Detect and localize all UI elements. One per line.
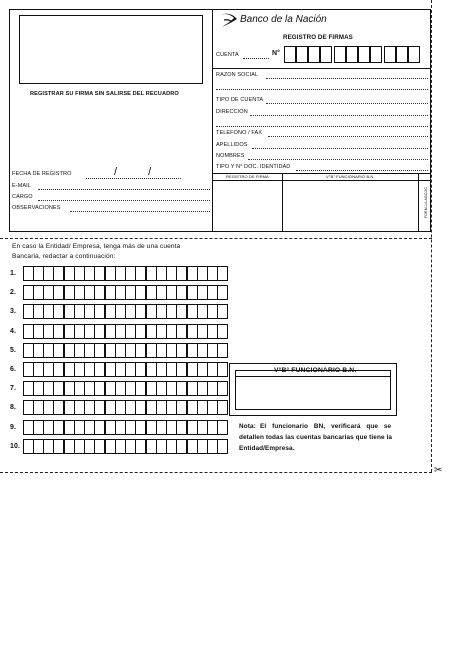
account-digit-box[interactable] [176,324,187,339]
nombres-label: NOMBRES [216,153,245,159]
account-digit-box[interactable] [53,285,64,300]
footer-registro-firma: REGISTRO DE FIRMA [226,174,269,179]
account-digit-box[interactable] [135,400,146,415]
account-digit-box[interactable] [217,266,228,281]
apellidos-label: APELLIDOS [216,142,248,148]
account-row-label: 8. [10,404,17,411]
footer-vb-funcionario: V°B° FUNCIONARIO B.N. [326,174,375,179]
observaciones-label: OBSERVACIONES [12,205,61,211]
observaciones-field[interactable] [70,211,210,212]
account-row-label: 3. [10,308,17,315]
account-digit-box[interactable] [94,343,105,358]
account-digit-box[interactable] [53,266,64,281]
account-digit-box[interactable] [53,324,64,339]
account-digit-box[interactable] [176,343,187,358]
account-digit-box[interactable] [135,285,146,300]
signature-box[interactable] [19,15,203,84]
account-row-label: 5. [10,347,17,354]
email-field[interactable] [38,189,210,190]
approval-box-title: V°B° FUNCIONARIO B.N. [274,367,357,374]
direccion-field[interactable] [250,115,428,116]
account-row-label: 10. [10,443,21,450]
account-digit-box[interactable] [135,362,146,377]
approval-signature-area[interactable] [235,370,391,410]
account-digit-box[interactable] [53,343,64,358]
account-digit-box[interactable] [94,304,105,319]
account-digit-box[interactable] [53,439,64,454]
footer-strip-bottom [212,180,431,181]
accounts-intro-line2: Bancaria, redactar a continuación: [12,253,116,260]
account-digit-box[interactable] [135,381,146,396]
account-digit-box[interactable] [217,381,228,396]
account-digit-box[interactable] [135,439,146,454]
doc-identidad-field[interactable] [296,170,428,171]
account-digit-box[interactable] [217,420,228,435]
account-digit-box[interactable] [217,400,228,415]
cuenta-number-boxes[interactable] [284,46,422,63]
email-label: E-MAIL [12,183,31,189]
account-digit-box[interactable] [176,304,187,319]
nombres-field[interactable] [248,159,428,160]
account-digit-box[interactable] [135,324,146,339]
cut-line-right [431,0,432,472]
account-digit-box[interactable] [176,420,187,435]
note-label: Nota: [239,423,256,430]
tipo-cuenta-field[interactable] [266,103,428,104]
account-digit-box[interactable] [217,439,228,454]
account-row-label: 9. [10,424,17,431]
note-text-line3: Entidad/Empresa. [239,445,295,452]
telefono-fax-field[interactable] [268,136,428,137]
account-digit-box[interactable] [176,400,187,415]
note-text-line1: El funcionario BN, verificará que se [260,423,392,430]
scissors-icon: ✂ [434,465,443,476]
account-digit-box[interactable] [53,400,64,415]
signature-instruction: REGISTRAR SU FIRMA SIN SALIRSE DEL RECUADRO [30,91,179,97]
razon-social-field-line2[interactable] [216,89,428,90]
cuenta-separator [212,68,431,69]
account-digit-box[interactable] [135,304,146,319]
cut-line-bottom [0,472,432,473]
account-digit-box[interactable] [176,439,187,454]
account-digit-box[interactable] [135,420,146,435]
account-digit-box[interactable] [217,362,228,377]
account-digit-box[interactable] [217,343,228,358]
account-digit-box[interactable] [53,420,64,435]
account-digit-box[interactable] [94,400,105,415]
account-digit-box[interactable] [94,420,105,435]
fecha-registro-label: FECHA DE REGISTRO [12,171,72,177]
numero-label: N° [272,50,281,57]
account-digit-box[interactable] [53,304,64,319]
account-digit-box[interactable] [176,362,187,377]
apellidos-field[interactable] [252,148,428,149]
account-digit-box[interactable] [176,266,187,281]
account-digit-box[interactable] [53,381,64,396]
account-digit-box[interactable] [94,266,105,281]
footer-strip-divider [282,173,283,232]
cuenta-label: CUENTA [216,52,239,58]
account-digit-box[interactable] [53,362,64,377]
bank-logo-icon [218,12,240,30]
doc-identidad-label: TIPO Y N° DOC. IDENTIDAD [216,164,291,170]
cuenta-leader [243,58,269,59]
account-row-label: 4. [10,328,17,335]
account-digit-box[interactable] [176,285,187,300]
form-code: FORM-14-AGC/2C [424,187,428,218]
account-row-label: 7. [10,385,17,392]
account-digit-box[interactable] [135,343,146,358]
fecha-registro-separators: / / [114,166,166,178]
panel-divider [212,9,213,232]
account-digit-box[interactable] [176,381,187,396]
tipo-cuenta-label: TIPO DE CUENTA [216,97,264,103]
razon-social-field[interactable] [266,78,428,79]
form-title: REGISTRO DE FIRMAS [283,34,353,41]
account-digit-box[interactable] [217,324,228,339]
account-digit-box[interactable] [217,285,228,300]
account-digit-box[interactable] [135,266,146,281]
direccion-field-line2[interactable] [216,126,428,127]
account-digit-box[interactable] [217,304,228,319]
fecha-registro-field[interactable] [86,178,181,179]
accounts-intro-line1: En caso la Entidad/ Empresa, tenga más de una cuenta [12,243,181,250]
account-row-label: 1. [10,270,17,277]
cut-line-top [0,238,432,239]
razon-social-label: RAZON SOCIAL [216,72,259,78]
footer-strip-right-edge [418,173,419,232]
account-digit-box[interactable] [94,439,105,454]
account-row-label: 6. [10,366,17,373]
direccion-label: DIRECCION [216,109,248,115]
note-text-line2: detallen todas las cuentas bancarias que tiene la [239,434,393,441]
account-row-label: 2. [10,289,17,296]
account-digit-box[interactable] [94,324,105,339]
cargo-field[interactable] [38,200,210,201]
account-digit-box[interactable] [94,381,105,396]
cargo-label: CARGO [12,194,33,200]
account-digit-box[interactable] [94,285,105,300]
telefono-fax-label: TELEFONO / FAX [216,130,263,136]
bank-name: Banco de la Nación [240,14,327,25]
account-digit-box[interactable] [94,362,105,377]
